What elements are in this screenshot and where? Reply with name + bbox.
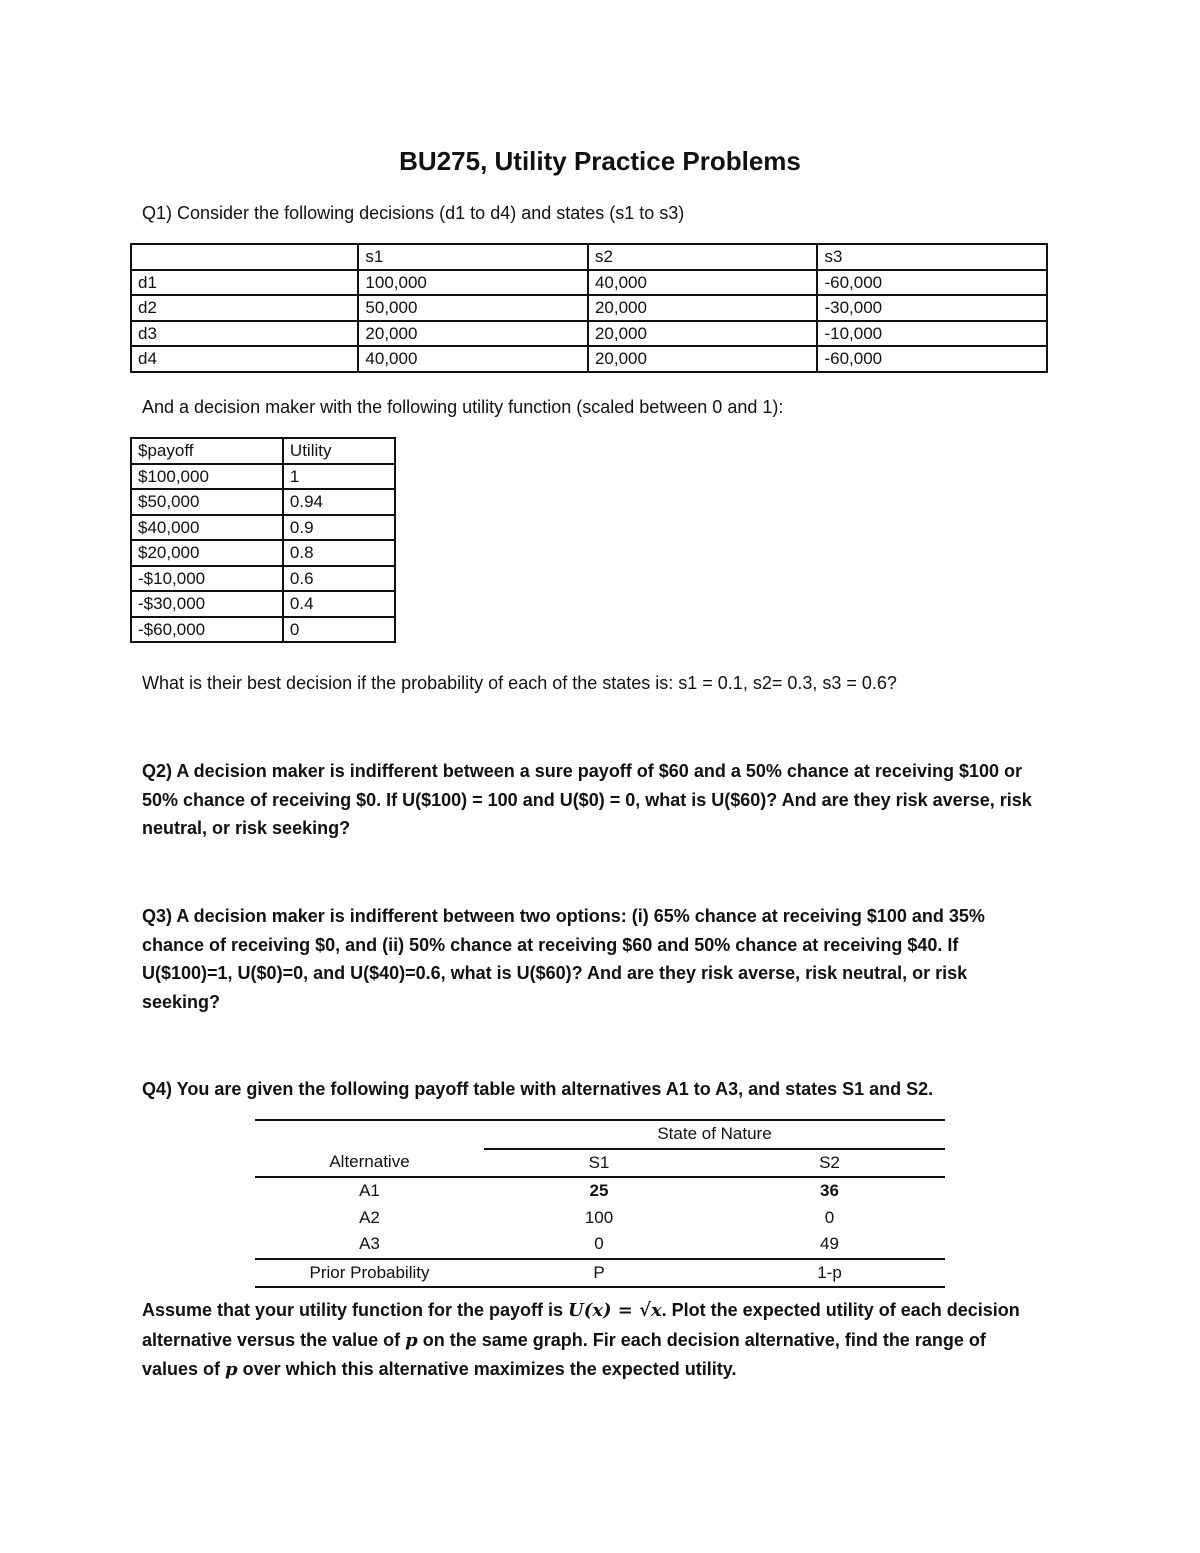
- table-cell: 0: [283, 617, 395, 643]
- q2-line: 50% chance of receiving $0. If U($100) = 100 and U($0) = 0, what is U($60)? And are they risk averse, risk: [142, 789, 1032, 810]
- utility-header-cell: Utility: [283, 438, 395, 464]
- table-cell: 20,000: [358, 321, 588, 347]
- table-cell: 36: [820, 1181, 839, 1201]
- p-variable: p: [405, 1329, 418, 1351]
- table-cell: 40,000: [358, 346, 588, 372]
- p-variable: p: [225, 1359, 238, 1380]
- q1-intro-text: Consider the following decisions (d1 to d4) and states (s1 to s3): [172, 203, 685, 223]
- table-cell: $40,000: [131, 515, 283, 541]
- table-row: [131, 489, 395, 515]
- table-cell: d3: [131, 321, 358, 347]
- table-row: [131, 566, 395, 592]
- table-cell: -60,000: [817, 270, 1047, 296]
- table-row: [131, 295, 1047, 321]
- utility-intro: And a decision maker with the following utility function (scaled between 0 and 1):: [142, 397, 784, 417]
- table-cell: d2: [131, 295, 358, 321]
- table-cell: -60,000: [817, 346, 1047, 372]
- q4-assumption: [142, 1296, 1067, 1385]
- table-cell: $50,000: [131, 489, 283, 515]
- table-cell: -$60,000: [131, 617, 283, 643]
- table-cell: 0.9: [283, 515, 395, 541]
- q3-line: chance of receiving $0, and (ii) 50% chance at receiving $60 and 50% chance at receiving $40. If: [142, 934, 959, 955]
- table-cell: P: [484, 1259, 714, 1288]
- payoff-table: [255, 1119, 945, 1288]
- utility-formula: U(x) = √x: [568, 1300, 662, 1321]
- table-cell: A2: [359, 1207, 380, 1227]
- table-cell: -10,000: [817, 321, 1047, 347]
- table-cell: 1-p: [714, 1259, 945, 1288]
- table-cell: $100,000: [131, 464, 283, 490]
- decision-header-cell: s1: [358, 244, 588, 270]
- table-cell: d1: [131, 270, 358, 296]
- table-row: [131, 321, 1047, 347]
- table-row: [131, 270, 1047, 296]
- table-row: [255, 1177, 945, 1205]
- table-cell: 0.6: [283, 566, 395, 592]
- table-cell: -$30,000: [131, 591, 283, 617]
- page-title: BU275, Utility Practice Problems: [399, 146, 801, 176]
- table-cell: 0.94: [283, 489, 395, 515]
- table-cell: A1: [359, 1181, 380, 1201]
- table-cell: 0.4: [283, 591, 395, 617]
- utility-table-header: [131, 438, 395, 464]
- table-cell: 1: [283, 464, 395, 490]
- table-row: [131, 346, 1047, 372]
- table-row: [131, 464, 395, 490]
- q3-line: Q3) A decision maker is indifferent between two options: (i) 65% chance at receiving $100 and 35%: [142, 906, 985, 926]
- table-cell: 100: [584, 1207, 614, 1227]
- q1-intro: [142, 199, 1067, 228]
- payoff-group-header-row: [255, 1120, 945, 1149]
- payoff-header-cell: S1: [484, 1149, 714, 1178]
- table-cell: 50,000: [358, 295, 588, 321]
- q3-line: seeking?: [142, 991, 221, 1012]
- table-cell: 0.8: [283, 540, 395, 566]
- table-row: [131, 540, 395, 566]
- payoff-header-cell: S2: [714, 1149, 945, 1178]
- prior-probability-row: [255, 1259, 945, 1288]
- utility-table: [130, 437, 396, 643]
- table-cell: 20,000: [588, 321, 818, 347]
- table-cell: Prior Probability: [255, 1259, 484, 1288]
- q4-line: values of p over which this alternative maximizes the expected utility.: [142, 1359, 737, 1380]
- decision-header-cell: s3: [817, 244, 1047, 270]
- table-row: [131, 617, 395, 643]
- q1-label: Q1): [142, 203, 173, 223]
- table-cell: d4: [131, 346, 358, 372]
- q2-line: neutral, or risk seeking?: [142, 818, 351, 838]
- table-cell: 20,000: [588, 346, 818, 372]
- q3-line: U($100)=1, U($0)=0, and U($40)=0.6, what is U($60)? And are they risk averse, risk neutral, or risk: [142, 963, 968, 983]
- table-cell: 40,000: [588, 270, 818, 296]
- q1-question: What is their best decision if the probability of each of the states is: s1 = 0.1, s2= 0.3, s3 = 0.6?: [142, 673, 897, 693]
- table-cell: 20,000: [588, 295, 818, 321]
- table-cell: A3: [255, 1231, 484, 1259]
- table-row: [255, 1205, 945, 1232]
- table-cell: 0: [824, 1207, 835, 1227]
- table-row: [131, 515, 395, 541]
- table-cell: 0: [484, 1231, 714, 1259]
- q4-intro: Q4) You are given the following payoff table with alternatives A1 to A3, and states S1 and S2.: [142, 1079, 934, 1099]
- q4-line: Assume that your utility function for the payoff is U(x) = √x. Plot the expected utility of each decision: [142, 1300, 1020, 1321]
- table-row: [255, 1231, 945, 1259]
- table-cell: 25: [589, 1181, 609, 1201]
- decision-header-cell: [131, 244, 358, 270]
- utility-header-cell: $payoff: [131, 438, 283, 464]
- q4-line: alternative versus the value of p on the same graph. Fir each decision alternative, find the range of: [142, 1329, 986, 1351]
- table-cell: -$10,000: [131, 566, 283, 592]
- table-cell: -30,000: [817, 295, 1047, 321]
- decision-table-header: [131, 244, 1047, 270]
- table-row: [131, 591, 395, 617]
- decision-header-cell: s2: [588, 244, 818, 270]
- q2-line: Q2) A decision maker is indifferent between a sure payoff of $60 and a 50% chance at receiving $100 or: [142, 761, 1022, 781]
- payoff-header-row: [255, 1149, 945, 1178]
- state-of-nature-header: State of Nature: [484, 1120, 945, 1149]
- table-cell: 49: [714, 1231, 945, 1259]
- table-cell: 100,000: [358, 270, 588, 296]
- table-cell: $20,000: [131, 540, 283, 566]
- payoff-header-cell: Alternative: [255, 1149, 484, 1178]
- q3-text: [142, 902, 1067, 1016]
- q2-text: [142, 757, 1067, 843]
- decision-table: [130, 243, 1048, 373]
